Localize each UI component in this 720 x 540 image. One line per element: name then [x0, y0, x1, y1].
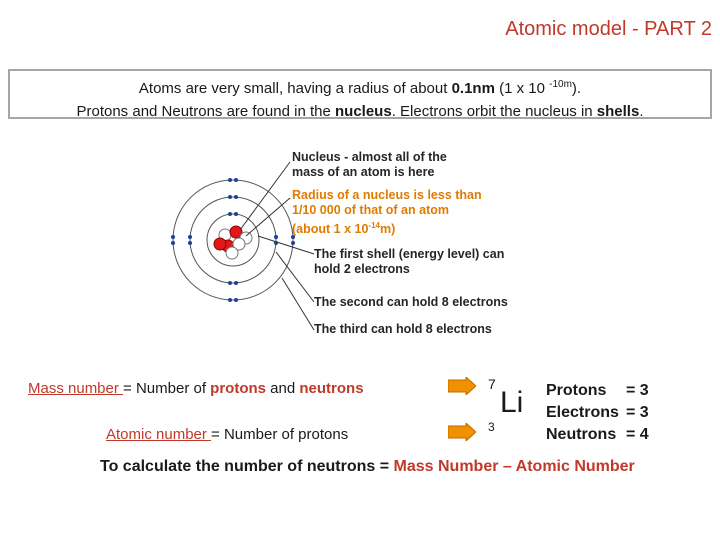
intro-line-1: Atoms are very small, having a radius of about 0.1nm (1 x 10 $^{-10m}$).: [138, 79, 582, 97]
neutrons-count: Neutrons = 4: [546, 426, 649, 443]
mass-arrow-icon: [448, 377, 476, 395]
protons-count: Protons = 3: [546, 382, 649, 399]
label-nucleus-radius: Radius of a nucleus is less than 1/10 000 of that of an atom (about 1 x $10^{-14}m$): [292, 188, 482, 237]
element-symbol: Li: [500, 386, 524, 419]
atomic-number-term: Atomic number: [106, 426, 212, 443]
atomic-arrow-icon: [448, 423, 476, 441]
label-third-shell: The third can hold 8 electrons: [314, 322, 492, 336]
neutron-calculation: To calculate the number of neutrons = Mass Number – Atomic Number: [100, 458, 635, 475]
slide-title: Atomic model - PART 2: [505, 18, 712, 40]
element-atomic-number: 3: [488, 420, 495, 434]
label-nucleus: Nucleus - almost all of the mass of an atom is here: [292, 150, 447, 179]
intro-box: [8, 69, 712, 119]
particle-counts: [546, 380, 649, 446]
third-shell: [173, 180, 293, 300]
element-lithium: [480, 372, 534, 442]
mass-number-term: Mass number: [28, 380, 124, 397]
element-mass-number: 7: [488, 376, 496, 392]
intro-line-2: Protons and Neutrons are found in the nucleus. Electrons orbit the nucleus in shells.: [76, 103, 644, 120]
atom-diagram: [0, 140, 560, 340]
second-shell: [190, 197, 276, 283]
nucleus: [214, 226, 252, 259]
label-first-shell: The first shell (energy level) can hold 2 electrons: [314, 247, 505, 276]
label-second-shell: The second can hold 8 electrons: [314, 295, 508, 309]
atomic-number-definition: Atomic number = Number of protons: [106, 426, 349, 443]
mass-number-definition: Mass number = Number of protons and neutrons: [28, 380, 364, 397]
electrons-count: Electrons = 3: [546, 404, 649, 421]
